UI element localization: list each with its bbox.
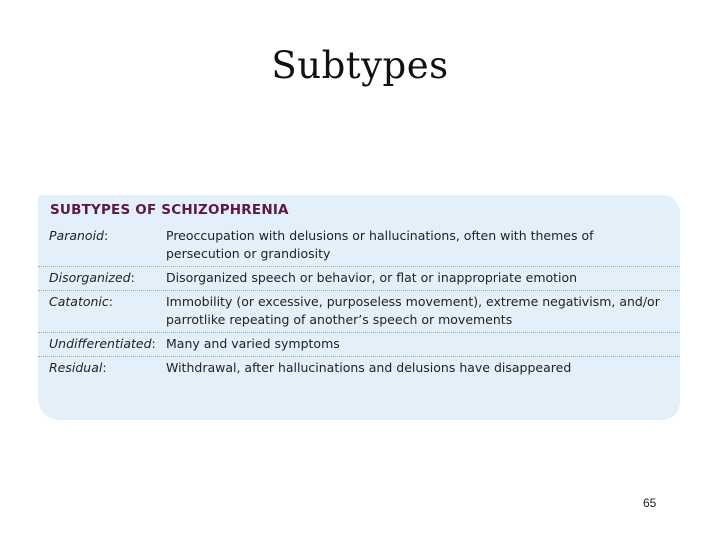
row-term: Disorganized: xyxy=(49,270,135,285)
term-label: Disorganized xyxy=(49,270,131,285)
table-heading: SUBTYPES OF SCHIZOPHRENIA xyxy=(50,202,289,218)
row-term: Undifferentiated: xyxy=(49,336,156,351)
table-row-undifferentiated xyxy=(38,333,680,357)
term-label: Residual xyxy=(49,360,103,375)
subtypes-list xyxy=(38,225,680,380)
table-row-paranoid xyxy=(38,225,680,267)
term-label: Paranoid xyxy=(49,228,104,243)
row-term: Catatonic: xyxy=(49,294,113,309)
row-definition: Disorganized speech or behavior, or flat or inappropriate emotion xyxy=(166,270,578,285)
subtypes-table-card xyxy=(38,195,680,420)
row-definition: Many and varied symptoms xyxy=(166,336,340,351)
term-label: Catatonic xyxy=(49,294,109,309)
row-term: Paranoid: xyxy=(49,228,109,243)
page-number: 65 xyxy=(643,496,657,510)
term-label: Undifferentiated xyxy=(49,336,152,351)
row-definition: Immobility (or excessive, purposeless movement), extreme negativism, and/or parrotlike repeating of another’s speech or movements xyxy=(166,294,660,327)
slide-title: Subtypes xyxy=(271,44,449,87)
row-definition: Withdrawal, after hallucinations and delusions have disappeared xyxy=(166,360,572,375)
table-row-residual xyxy=(38,357,680,380)
row-definition: Preoccupation with delusions or hallucinations, often with themes of persecution or grandiosity xyxy=(166,228,594,261)
row-term: Residual: xyxy=(49,360,107,375)
table-row-disorganized xyxy=(38,267,680,291)
table-row-catatonic xyxy=(38,291,680,333)
